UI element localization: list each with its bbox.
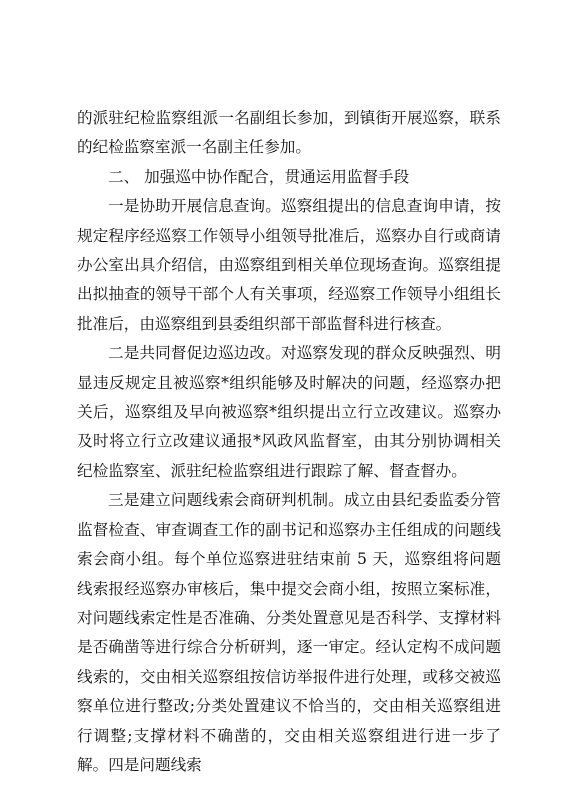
body-text [77, 104, 501, 780]
paragraph-point-one: 一是协助开展信息查询。巡察组提出的信息查询申请，按规定程序经巡察工作领导小组领导批准后，巡察办自行或商请办公室出具介绍信，由巡察组到相关单位现场查询。巡察组提出拟抽查的领导干部个人有关事项，经巡察工作领导小组组长批准后，由巡察组到县委组织部干部监督科进行核查。 [77, 197, 501, 333]
paragraph-point-three: 三是建立问题线索会商研判机制。成立由县纪委监委分管监督检查、审查调查工作的副书记和巡察办主任组成的问题线索会商小组。每个单位巡察进驻结束前 5 天，巡察组将问题线索报经巡察办审核后，集中提交会商小组，按照立案标准，对问题线索定性是否准确、分类处置意见是否科学、支撑材料是否确凿等进行综合分析研判，逐一审定。经认定构不成问题线索的，交由相关巡察组按信访举报件进行处理，或移交被巡察单位进行整改;分类处置建议不恰当的，交由相关巡察组进行调整;支撑材料不确凿的，交由相关巡察组进行进一步了解。四是问题线索 [77, 491, 501, 774]
paragraph-point-two: 二是共同督促边巡边改。对巡察发现的群众反映强烈、明显违反规定且被巡察*组织能够及时解决的问题，经巡察办把关后，巡察组及早向被巡察*组织提出立行立改建议。巡察办及时将立行立改建议通报*风政风监督室，由其分别协调相关纪检监察室、派驻纪检监察组进行跟踪了解、督查督办。 [77, 344, 501, 480]
paragraph-continuation: 的派驻纪检监察组派一名副组长参加，到镇街开展巡察，联系的纪检监察室派一名副主任参加。 [77, 109, 501, 157]
section-heading: 二、 加强巡中协作配合，贯通运用监督手段 [108, 167, 410, 186]
